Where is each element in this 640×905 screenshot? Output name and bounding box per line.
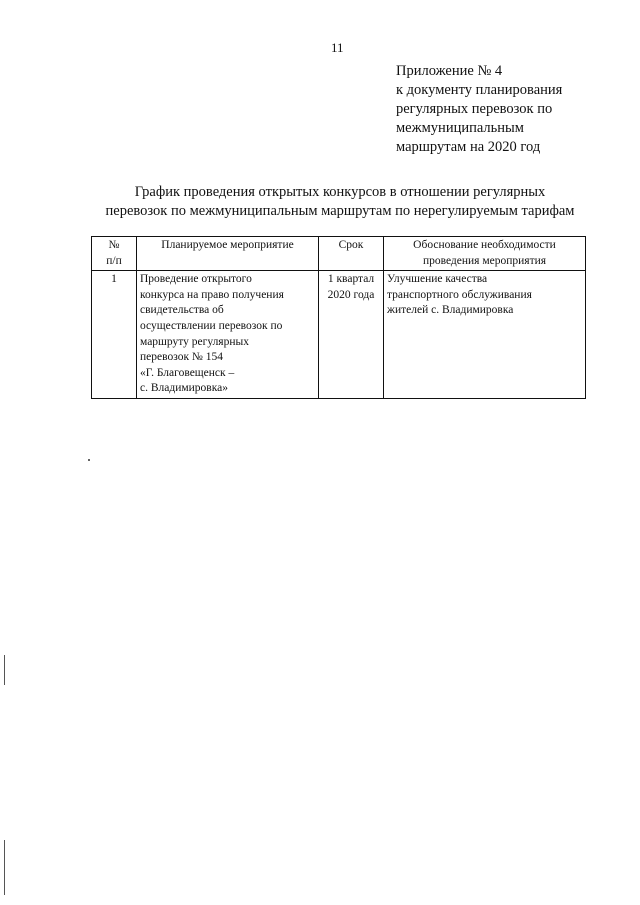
scan-speck [88, 459, 90, 461]
cell-term-line: 2020 года [327, 288, 375, 301]
title-line: перевозок по межмуниципальным маршрутам по нерегулируемым тарифам [105, 203, 575, 219]
cell-term [319, 271, 384, 399]
header-num-line: № [108, 239, 120, 251]
cell-event-line: «Г. Благовещенск – [140, 366, 235, 379]
appendix-line: регулярных перевозок по [396, 101, 553, 117]
appendix-line: межмуниципальным [396, 120, 524, 136]
cell-event-line: перевозок № 154 [140, 351, 223, 364]
header-term: Срок [319, 237, 384, 271]
cell-num: 1 [92, 271, 137, 399]
schedule-table [91, 236, 586, 399]
header-reason-line: проведения мероприятия [422, 254, 547, 267]
document-title [90, 183, 590, 221]
cell-event-line: конкурса на право получения [140, 288, 284, 301]
appendix-line: к документу планирования [396, 82, 563, 98]
header-reason [384, 237, 586, 271]
scan-edge-mark [4, 655, 5, 685]
cell-event-line: осуществлении перевозок по [140, 319, 283, 332]
table-header-row [92, 237, 586, 271]
scan-edge-mark [4, 840, 5, 895]
header-num [92, 237, 137, 271]
cell-reason-line: транспортного обслуживания [387, 288, 532, 301]
cell-reason [384, 271, 586, 399]
cell-event-line: свидетельства об [140, 304, 224, 317]
cell-event-line: маршруту регулярных [140, 335, 249, 348]
table-row [92, 271, 586, 399]
header-reason-line: Обоснование необходимости [413, 239, 556, 251]
cell-reason-line: жителей с. Владимировка [387, 304, 514, 317]
appendix-line: Приложение № 4 [396, 63, 503, 79]
cell-term-line: 1 квартал [327, 273, 375, 286]
page-number: 11 [331, 40, 344, 55]
appendix-note [396, 62, 626, 157]
header-event: Планируемое мероприятие [137, 237, 319, 271]
cell-event [137, 271, 319, 399]
appendix-line: маршрутам на 2020 год [396, 139, 541, 155]
title-line: График проведения открытых конкурсов в отношении регулярных [134, 184, 546, 200]
cell-event-line: Проведение открытого [140, 273, 252, 286]
header-num-line: п/п [106, 254, 122, 267]
cell-event-line: с. Владимировка» [140, 382, 229, 395]
cell-reason-line: Улучшение качества [387, 273, 488, 286]
